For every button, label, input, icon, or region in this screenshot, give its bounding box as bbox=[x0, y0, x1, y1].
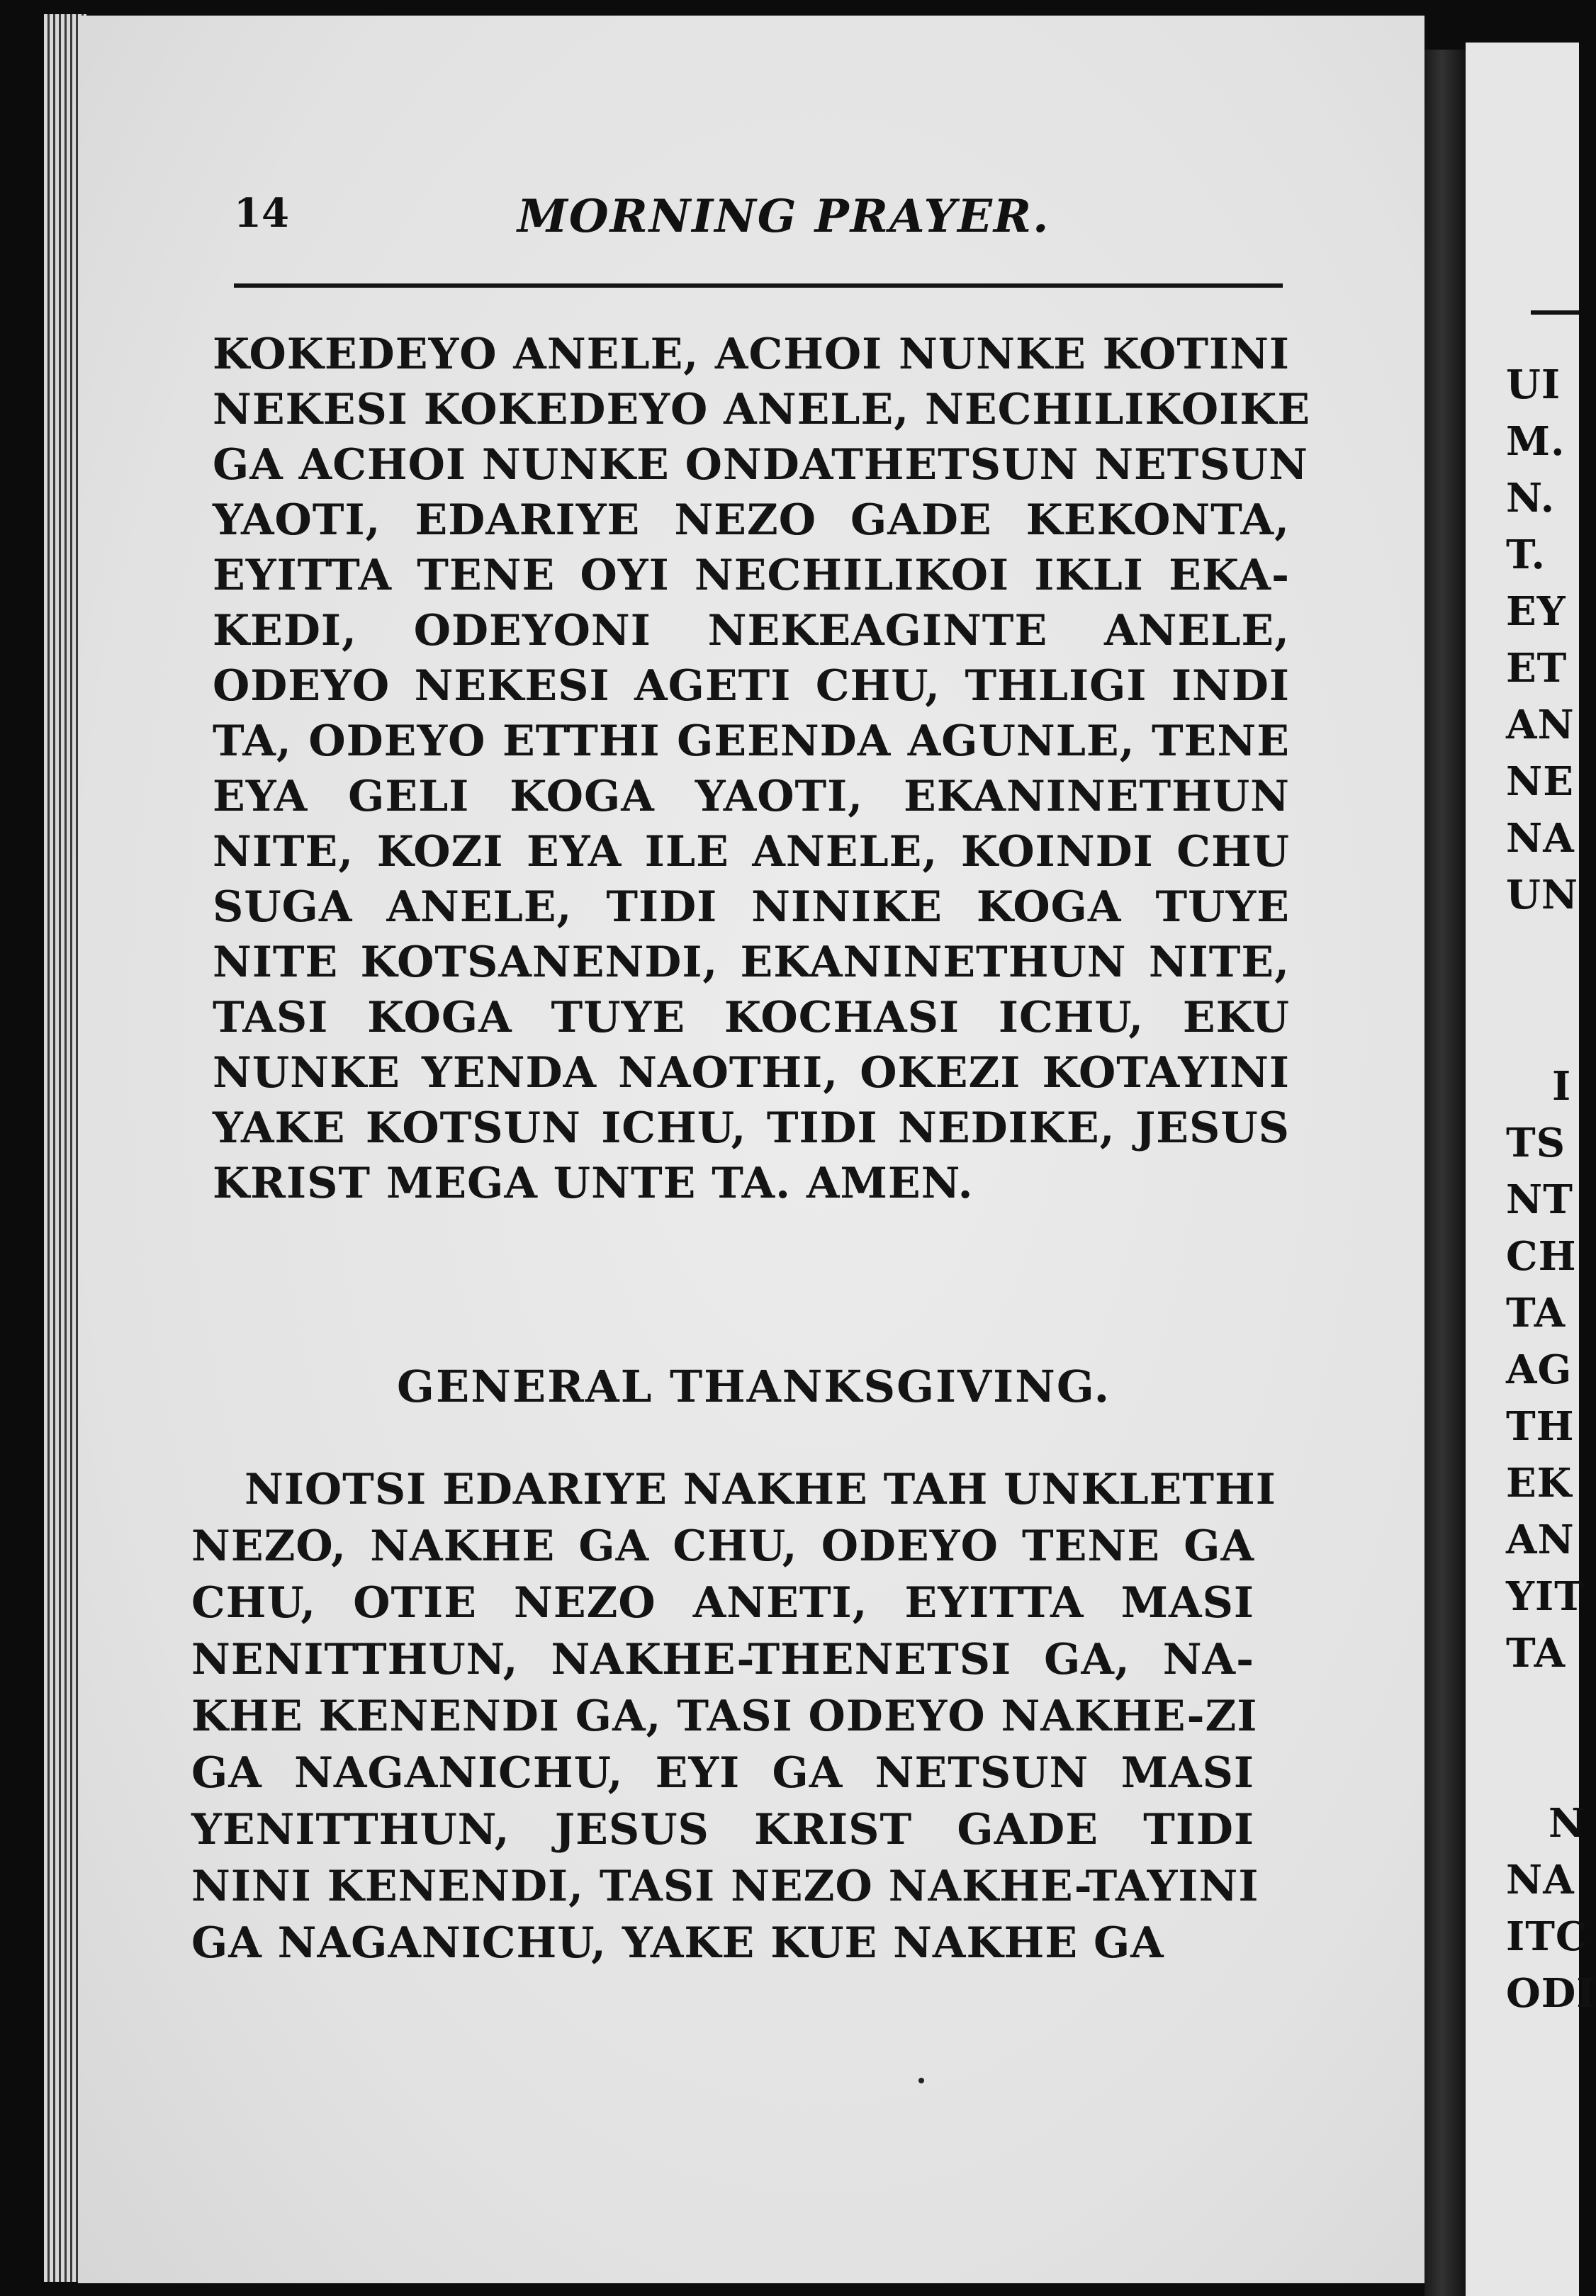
text-line: NEZO, NAKHE GA CHU, ODEYO TENE GA bbox=[191, 1521, 1254, 1571]
text-line: NEKESI KOKEDEYO ANELE, NECHILIKOIKE bbox=[213, 385, 1311, 434]
facing-page-fragment: AG bbox=[1506, 1346, 1573, 1393]
text-line: EYA GELI KOGA YAOTI, EKANINETHUN bbox=[213, 772, 1290, 821]
facing-page-fragment: UN bbox=[1506, 872, 1579, 918]
facing-page-fragment: TA bbox=[1506, 1290, 1566, 1336]
text-line: YAOTI, EDARIYE NEZO GADE KEKONTA, bbox=[213, 495, 1290, 545]
facing-page-fragment: EK bbox=[1506, 1460, 1573, 1507]
text-line: GA ACHOI NUNKE ONDATHETSUN NETSUN bbox=[213, 440, 1308, 490]
text-line: NINI KENENDI, TASI NEZO NAKHE-TAYINI bbox=[191, 1862, 1259, 1911]
facing-page-fragment: TA bbox=[1506, 1630, 1566, 1677]
running-title: MORNING PRAYER. bbox=[517, 190, 1050, 243]
facing-page-fragment: TS bbox=[1506, 1120, 1566, 1166]
text-line: NIOTSI EDARIYE NAKHE TAH UNKLETHI bbox=[245, 1465, 1276, 1514]
text-line: YAKE KOTSUN ICHU, TIDI NEDIKE, JESUS bbox=[213, 1103, 1290, 1153]
text-line: NUNKE YENDA NAOTHI, OKEZI KOTAYINI bbox=[213, 1048, 1290, 1098]
text-line: TASI KOGA TUYE KOCHASI ICHU, EKU bbox=[213, 993, 1290, 1042]
text-line: NENITTHUN, NAKHE-THENETSI GA, NA- bbox=[191, 1635, 1254, 1684]
facing-page-fragment: UI bbox=[1506, 361, 1561, 408]
text-line: TA, ODEYO ETTHI GEENDA AGUNLE, TENE bbox=[213, 716, 1290, 766]
text-line: NITE, KOZI EYA ILE ANELE, KOINDI CHU bbox=[213, 827, 1290, 877]
page-header bbox=[234, 190, 1283, 247]
text-line: GA NAGANICHU, EYI GA NETSUN MASI bbox=[191, 1748, 1254, 1798]
facing-page-rule bbox=[1531, 310, 1579, 315]
facing-page-fragment: NE bbox=[1506, 758, 1574, 805]
text-line: KHE KENENDI GA, TASI ODEYO NAKHE-ZI bbox=[191, 1692, 1258, 1741]
ink-speck bbox=[918, 2078, 924, 2083]
facing-page-fragment: ODI bbox=[1506, 1970, 1596, 2017]
text-line: EYITTA TENE OYI NECHILIKOI IKLI EKA- bbox=[213, 551, 1290, 600]
text-line: SUGA ANELE, TIDI NINIKE KOGA TUYE bbox=[213, 882, 1290, 932]
book-gutter bbox=[1424, 50, 1467, 2296]
facing-page-fragment: T. bbox=[1506, 531, 1546, 578]
page-number: 14 bbox=[234, 190, 289, 237]
facing-page-fragment: EY bbox=[1506, 588, 1566, 635]
text-line: KOKEDEYO ANELE, ACHOI NUNKE KOTINI bbox=[213, 330, 1290, 379]
facing-page-fragment: AN bbox=[1506, 1516, 1575, 1563]
text-line: ODEYO NEKESI AGETI CHU, THLIGI INDI bbox=[213, 661, 1290, 711]
facing-page-fragment: YIT bbox=[1506, 1573, 1585, 1620]
facing-page-fragment: AN bbox=[1506, 702, 1575, 748]
facing-page-fragment: N. bbox=[1506, 475, 1556, 522]
text-line: NITE KOTSANENDI, EKANINETHUN NITE, bbox=[213, 938, 1290, 987]
text-line: GA NAGANICHU, YAKE KUE NAKHE GA bbox=[191, 1918, 1164, 1968]
facing-page-fragment: TH bbox=[1506, 1403, 1575, 1450]
facing-page-fragment: NT bbox=[1506, 1176, 1573, 1223]
section-heading: GENERAL THANKSGIVING. bbox=[397, 1361, 1111, 1412]
facing-page-fragment: NA bbox=[1506, 815, 1575, 862]
facing-page-fragment: CH bbox=[1506, 1233, 1577, 1280]
facing-page-fragment: ITC bbox=[1506, 1913, 1588, 1960]
facing-page-fragment: ET bbox=[1506, 645, 1568, 692]
header-rule bbox=[234, 283, 1283, 288]
facing-page-fragment: I bbox=[1552, 1063, 1572, 1110]
facing-page-fragment: N bbox=[1549, 1800, 1586, 1847]
text-line: YENITTHUN, JESUS KRIST GADE TIDI bbox=[191, 1805, 1254, 1855]
facing-page-fragment: M. bbox=[1506, 418, 1566, 465]
text-line: CHU, OTIE NEZO ANETI, EYITTA MASI bbox=[191, 1578, 1254, 1628]
text-line: KEDI, ODEYONI NEKEAGINTE ANELE, bbox=[213, 606, 1290, 655]
facing-page-fragment: NA bbox=[1506, 1857, 1575, 1903]
text-line: KRIST MEGA UNTE TA. AMEN. bbox=[213, 1159, 974, 1208]
